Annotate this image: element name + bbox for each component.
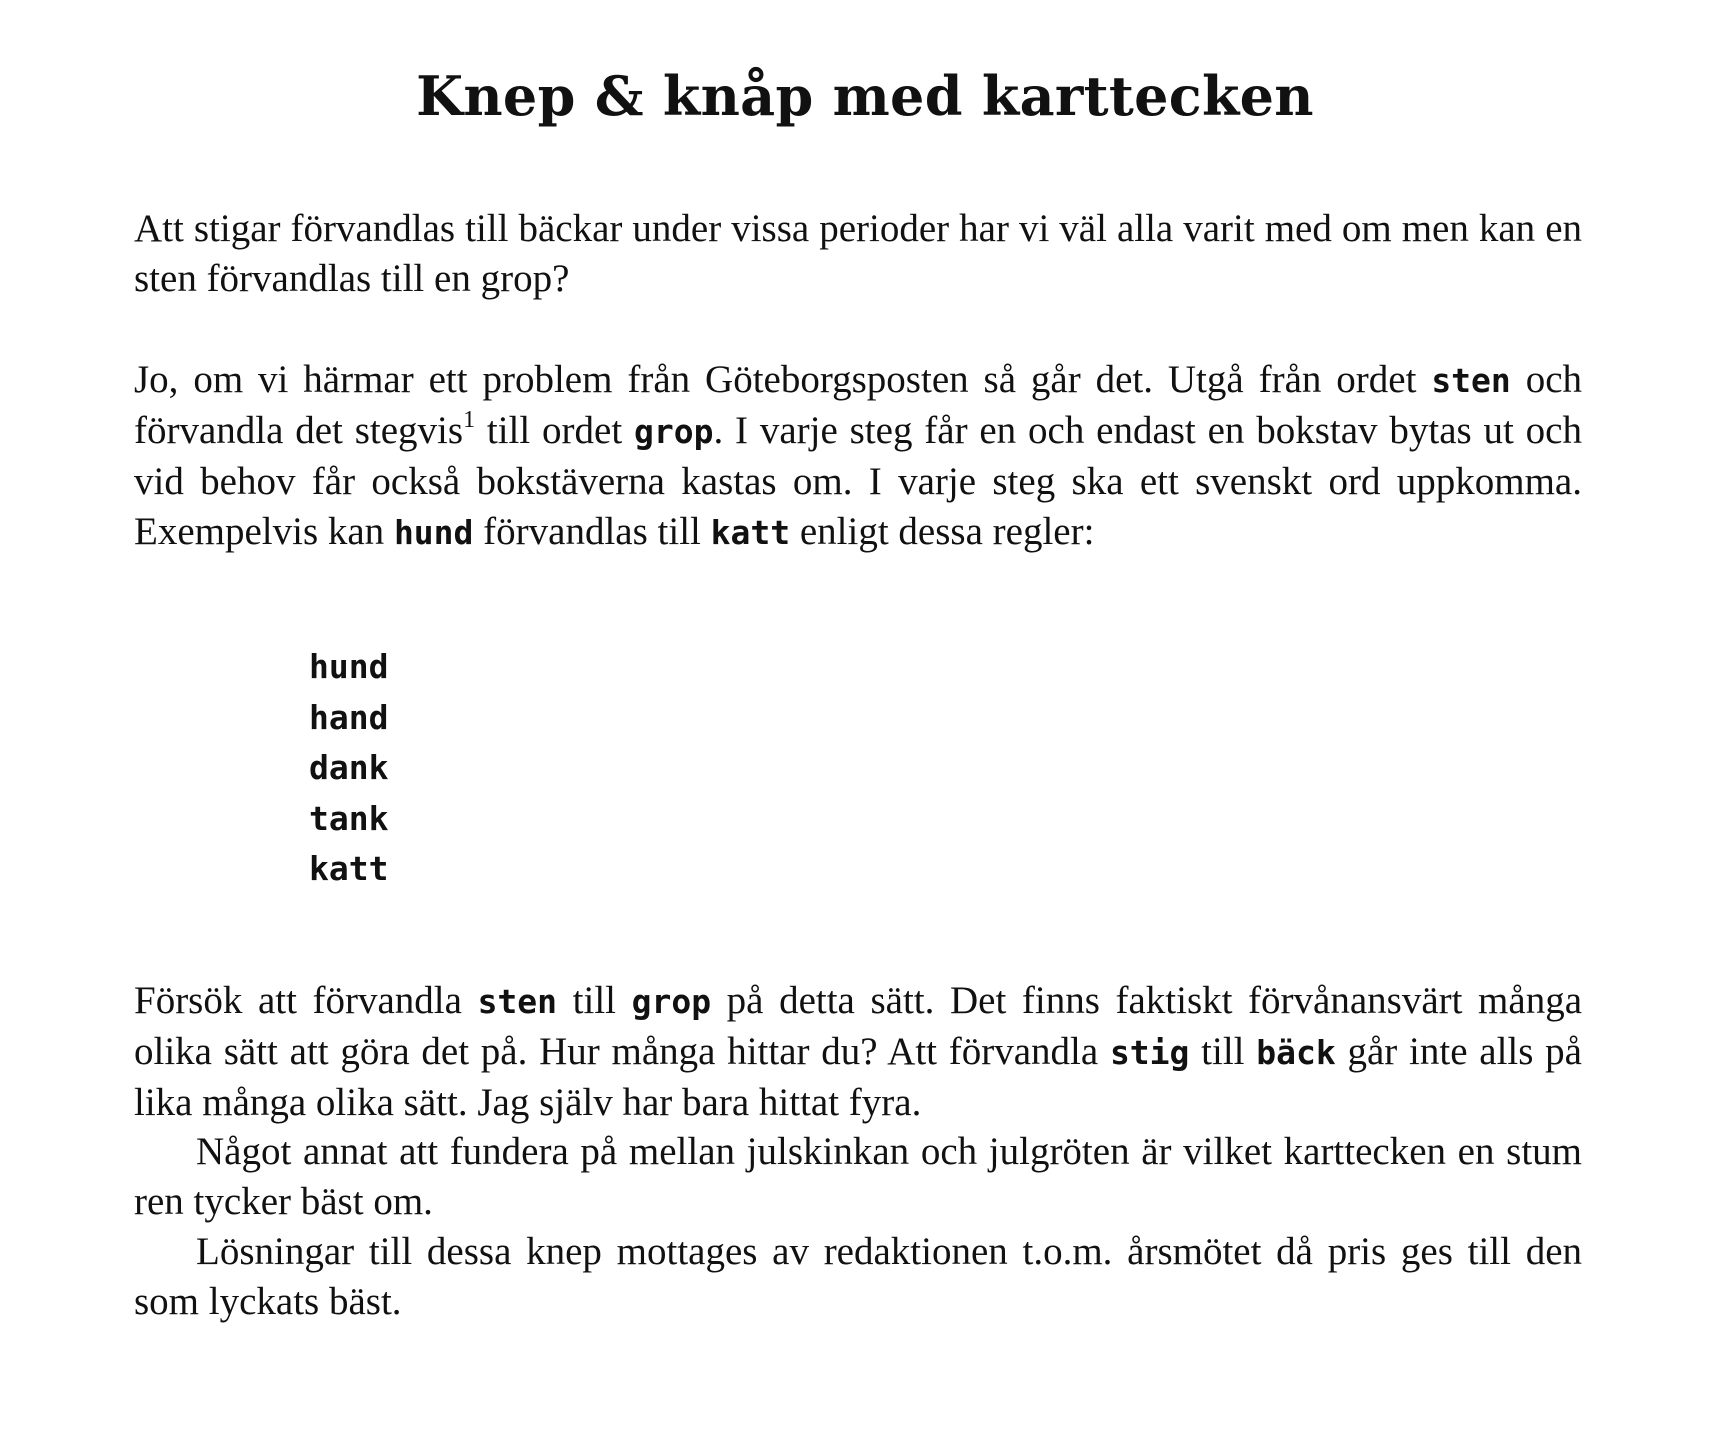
challenge-text-1: Försök att förvandla [134,979,478,1022]
problem-text-4: . I varje steg får en och endast en bokstav bytas ut och vid behov får också bokstäverna kastas om. I varje steg ska ett svenskt ord uppkomma. Exempelvis kan [134,409,1582,553]
challenge-text-2: till [557,979,632,1022]
problem-text-6: enligt dessa regler: [790,510,1095,553]
word-grop: grop [631,982,712,1021]
challenge-text-4: till [1189,1030,1257,1073]
intro-paragraph: Att stigar förvandlas till bäckar under vissa perioder har vi väl alla varit med om men kan en sten förvandlas till en grop? [134,207,1582,300]
example-word: tank [309,798,389,838]
footnote-marker: 1 [463,407,476,433]
example-word-chain [309,642,388,895]
problem-text-2: och förvandla det stegvis [134,358,1583,452]
word-hund: hund [393,513,474,552]
word-stig: stig [1109,1033,1190,1072]
problem-text-3: till ordet [475,409,634,452]
challenge-text-3: på detta sätt. Det finns faktiskt förvånansvärt många olika sätt att göra det på. Hur många hittar du? Att förvandla [134,979,1583,1073]
challenge-text-5: går inte alls på lika många olika sätt. Jag själv har bara hittat fyra. [134,1030,1582,1124]
word-sten: sten [1431,361,1511,400]
problem-text-5: förvandlas till [473,510,711,553]
example-word: hand [309,697,389,737]
solutions-paragraph: Lösningar till dessa knep mottages av redaktionen t.o.m. årsmötet då pris ges till den som lyckats bäst. [134,1230,1582,1323]
word-back: bäck [1256,1033,1336,1072]
word-grop: grop [634,412,714,451]
challenge-paragraph [134,976,1582,1128]
problem-paragraph [134,355,1582,558]
problem-text-1: Jo, om vi härmar ett problem från Göteborgsposten så går det. Utgå från ordet [134,358,1432,401]
word-sten: sten [477,982,558,1021]
example-word: dank [309,748,389,787]
karttecken-paragraph: Något annat att fundera på mellan julskinkan och julgröten är vilket karttecken en stum ren tycker bäst om. [134,1130,1582,1223]
page-title: Knep & knåp med karttecken [416,64,1314,128]
word-katt: katt [710,513,791,552]
example-word: hund [309,647,389,686]
example-word: katt [309,849,389,888]
